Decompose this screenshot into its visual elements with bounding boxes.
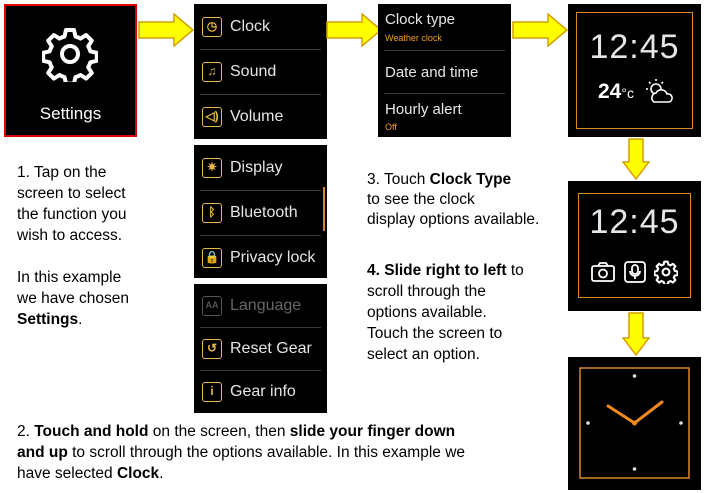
step1-line: In this example xyxy=(17,269,122,286)
watch-digital-clock[interactable] xyxy=(568,181,701,311)
watch-analog-clock[interactable] xyxy=(568,357,701,490)
arrow-right-icon xyxy=(326,13,382,47)
step3-line xyxy=(367,170,572,190)
arrow-right-icon xyxy=(138,13,194,47)
step4-suffix: to xyxy=(506,262,524,279)
instruction-step-4 xyxy=(367,260,572,365)
step2-line xyxy=(17,421,565,442)
step2-bold: Clock xyxy=(116,465,160,482)
step2-bold: and up xyxy=(17,444,68,461)
music-note-icon: ♫ xyxy=(202,62,222,82)
instruction-step-1 xyxy=(17,162,187,330)
settings-label: Settings xyxy=(39,104,102,123)
bluetooth-icon: ᛒ xyxy=(202,203,222,223)
menu-item-label: Bluetooth xyxy=(230,204,298,221)
camera-icon[interactable] xyxy=(590,261,616,283)
hourly-alert-item[interactable] xyxy=(378,94,511,137)
clock-icon: ◷ xyxy=(202,17,222,37)
hourly-alert-title: Hourly alert xyxy=(385,101,462,118)
date-and-time-item[interactable] xyxy=(378,51,511,93)
voice-memo-icon[interactable] xyxy=(623,260,647,284)
date-and-time-title: Date and time xyxy=(385,64,479,81)
clock-type-item[interactable] xyxy=(378,4,511,50)
menu-item-clock[interactable] xyxy=(194,5,327,49)
temperature-value: 24 xyxy=(598,80,622,103)
temperature xyxy=(598,80,634,104)
menu-panel-1[interactable] xyxy=(194,4,327,139)
menu-item-display[interactable] xyxy=(194,146,327,190)
step2-period: . xyxy=(159,465,164,482)
step1-line xyxy=(17,309,187,330)
clock-type-subtitle: Weather clock xyxy=(385,33,442,43)
step2-prefix: 2. xyxy=(17,423,35,440)
gear-icon xyxy=(42,26,98,82)
hourly-alert-subtitle: Off xyxy=(385,122,397,132)
step4-line: select an option. xyxy=(367,346,480,363)
watch-time: 12:45 xyxy=(589,203,680,241)
menu-item-sound[interactable] xyxy=(194,50,327,94)
menu-item-bluetooth[interactable] xyxy=(194,191,327,235)
menu-item-label: Volume xyxy=(230,108,284,125)
watch-time: 12:45 xyxy=(589,28,680,66)
step2-text: on the screen, then xyxy=(148,423,290,440)
step4-line: Touch the screen to xyxy=(367,325,503,342)
analog-clock-face xyxy=(568,357,701,490)
step4-bold: 4. Slide right to left xyxy=(367,262,507,279)
step4-line xyxy=(367,260,572,281)
reset-icon: ↺ xyxy=(202,339,222,359)
menu-panel-3[interactable] xyxy=(194,284,327,413)
temperature-unit: °c xyxy=(621,85,634,101)
menu-item-volume[interactable] xyxy=(194,95,327,139)
scrollbar[interactable] xyxy=(323,187,325,231)
step2-line xyxy=(17,442,565,463)
speaker-icon: ◁) xyxy=(202,107,222,127)
menu-item-label: Reset Gear xyxy=(230,340,312,357)
gear-icon[interactable] xyxy=(654,260,678,284)
menu-panel-2[interactable] xyxy=(194,145,327,278)
step3-line: to see the clock xyxy=(367,191,475,208)
step2-text: have selected xyxy=(17,465,117,482)
step2-bold: Touch and hold xyxy=(34,423,149,440)
step2-line xyxy=(17,463,565,484)
info-icon: i xyxy=(202,382,222,402)
language-icon: AA xyxy=(202,296,222,316)
menu-item-label: Privacy lock xyxy=(230,249,316,266)
instruction-step-2 xyxy=(17,421,565,484)
settings-tile[interactable] xyxy=(4,4,137,137)
step1-line: 1. Tap on the xyxy=(17,164,107,181)
step3-bold: Clock Type xyxy=(429,171,512,188)
menu-item-label: Sound xyxy=(230,63,277,80)
step3-line: display options available. xyxy=(367,211,540,228)
step1-period: . xyxy=(78,311,83,328)
step1-line: the function you xyxy=(17,206,127,223)
lock-icon: 🔒 xyxy=(202,248,222,268)
menu-item-label: Display xyxy=(230,159,283,176)
step1-line: we have chosen xyxy=(17,290,130,307)
menu-item-label: Clock xyxy=(230,18,271,35)
menu-item-label: Language xyxy=(230,297,302,314)
step1-bold: Settings xyxy=(17,311,79,328)
arrow-right-icon xyxy=(512,13,568,47)
brightness-icon: ✷ xyxy=(202,158,222,178)
menu-item-gear-info[interactable] xyxy=(194,370,327,414)
step4-line: scroll through the xyxy=(367,283,486,300)
step2-bold: slide your finger down xyxy=(289,423,456,440)
menu-item-language[interactable] xyxy=(194,284,327,328)
step4-line: options available. xyxy=(367,304,487,321)
watch-weather-clock[interactable] xyxy=(568,4,701,137)
menu-item-privacy-lock[interactable] xyxy=(194,236,327,280)
arrow-down-icon xyxy=(622,138,650,180)
step1-line: wish to access. xyxy=(17,227,123,244)
clock-type-title: Clock type xyxy=(385,11,456,28)
instruction-step-3 xyxy=(367,170,572,230)
menu-item-label: Gear info xyxy=(230,383,296,400)
arrow-down-icon xyxy=(622,312,650,356)
step2-text: to scroll through the options available. In this example we xyxy=(67,444,466,461)
step1-line: screen to select xyxy=(17,185,126,202)
step3-prefix: 3. Touch xyxy=(367,171,430,188)
clock-settings-panel[interactable] xyxy=(378,4,511,137)
partly-cloudy-icon xyxy=(644,78,676,106)
menu-item-reset-gear[interactable] xyxy=(194,327,327,371)
